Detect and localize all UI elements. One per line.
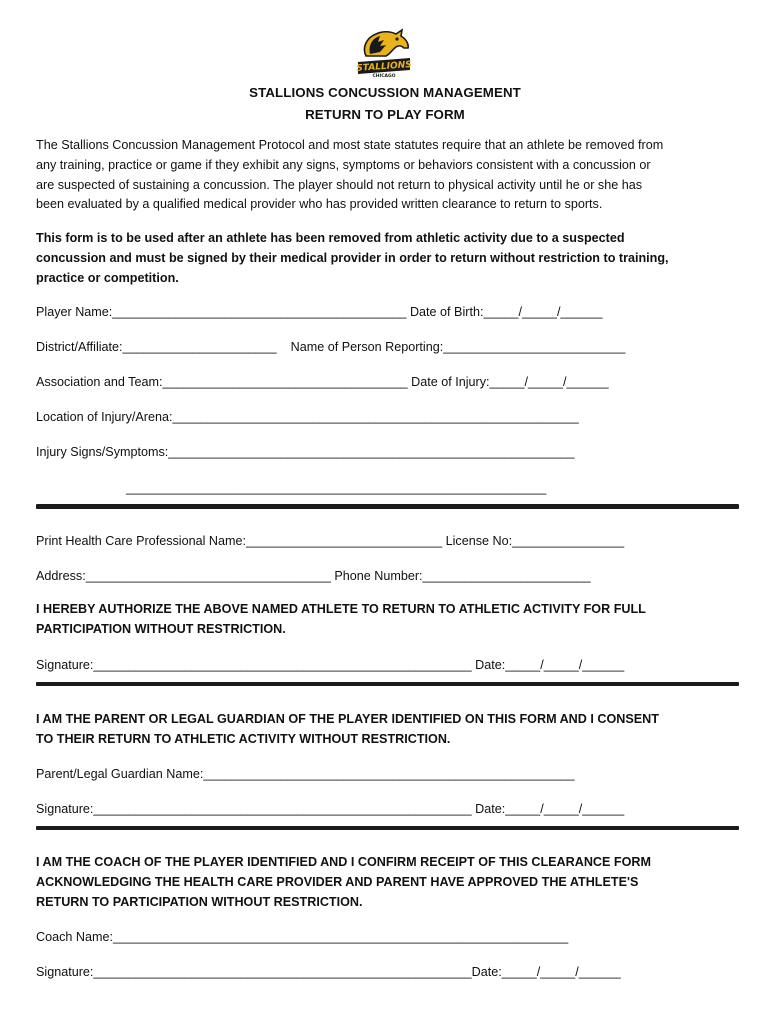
symptoms-field[interactable]: Injury Signs/Symptoms:__________________________________________________________ <box>36 445 575 459</box>
location-field[interactable]: Location of Injury/Arena:__________________________________________________________ <box>36 410 579 424</box>
notice-line: This form is to be used after an athlete has been removed from athletic activity due to a suspected <box>36 231 625 245</box>
provider-name-field[interactable]: Print Health Care Professional Name:____________________________ License No:________________ <box>36 534 625 548</box>
authorize-line: I HEREBY AUTHORIZE THE ABOVE NAMED ATHLETE TO RETURN TO ATHLETIC ACTIVITY FOR FULL <box>36 602 646 616</box>
confirm-line: I AM THE COACH OF THE PLAYER IDENTIFIED AND I CONFIRM RECEIPT OF THIS CLEARANCE FORM <box>36 855 652 869</box>
section-divider <box>36 682 739 686</box>
svg-text:STALLIONS: STALLIONS <box>356 60 413 74</box>
provider-signature-field[interactable]: Signature:______________________________________________________ Date:_____/_____/______ <box>36 658 625 672</box>
section-divider <box>36 826 739 830</box>
coach-confirm-statement <box>36 853 736 912</box>
parent-consent-statement <box>36 710 736 750</box>
symptoms-continued-field[interactable]: ____________________________________________________________ <box>126 481 547 495</box>
notice-paragraph <box>36 229 736 288</box>
confirm-line: RETURN TO PARTICIPATION WITHOUT RESTRICTION. <box>36 894 363 909</box>
confirm-line: ACKNOWLEDGING THE HEALTH CARE PROVIDER AND PARENT HAVE APPROVED THE ATHLETE'S <box>36 874 639 889</box>
provider-address-field[interactable]: Address:___________________________________ Phone Number:________________________ <box>36 569 591 583</box>
intro-line: The Stallions Concussion Management Protocol and most state statutes require that an athlete be removed from <box>36 138 664 152</box>
intro-line: are suspected of sustaining a concussion. The player should not return to physical activity until he or she has <box>36 177 643 192</box>
intro-line: any training, practice or game if they exhibit any signs, symptoms or behaviors consistent with a concussion or <box>36 157 651 172</box>
association-field[interactable]: Association and Team:___________________________________ Date of Injury:_____/_____/______ <box>36 375 609 389</box>
svg-text:CHICAGO: CHICAGO <box>372 74 396 78</box>
intro-line: been evaluated by a qualified medical provider who has provided written clearance to return to sports. <box>36 197 603 212</box>
form-title-line2: RETURN TO PLAY FORM <box>305 107 465 122</box>
guardian-signature-field[interactable]: Signature:______________________________________________________ Date:_____/_____/______ <box>36 802 625 816</box>
authorize-statement <box>36 600 736 640</box>
intro-paragraph <box>36 136 736 215</box>
authorize-line: PARTICIPATION WITHOUT RESTRICTION. <box>36 621 286 636</box>
section-divider <box>36 504 739 509</box>
notice-line: practice or competition. <box>36 270 179 285</box>
form-title-line1: STALLIONS CONCUSSION MANAGEMENT <box>249 85 521 100</box>
notice-line: concussion and must be signed by their medical provider in order to return without restriction to training, <box>36 250 669 265</box>
district-field[interactable]: District/Affiliate:______________________ Name of Person Reporting:__________________________ <box>36 340 626 354</box>
coach-signature-field[interactable]: Signature:______________________________________________________Date:_____/_____/______ <box>36 965 621 979</box>
consent-line: TO THEIR RETURN TO ATHLETIC ACTIVITY WITHOUT RESTRICTION. <box>36 731 451 746</box>
coach-name-field[interactable]: Coach Name:_________________________________________________________________ <box>36 930 569 944</box>
stallions-logo <box>352 26 416 78</box>
player-name-field[interactable]: Player Name:__________________________________________ Date of Birth:_____/_____/______ <box>36 305 603 319</box>
consent-line: I AM THE PARENT OR LEGAL GUARDIAN OF THE PLAYER IDENTIFIED ON THIS FORM AND I CONSENT <box>36 712 659 726</box>
guardian-name-field[interactable]: Parent/Legal Guardian Name:_____________________________________________________ <box>36 767 575 781</box>
